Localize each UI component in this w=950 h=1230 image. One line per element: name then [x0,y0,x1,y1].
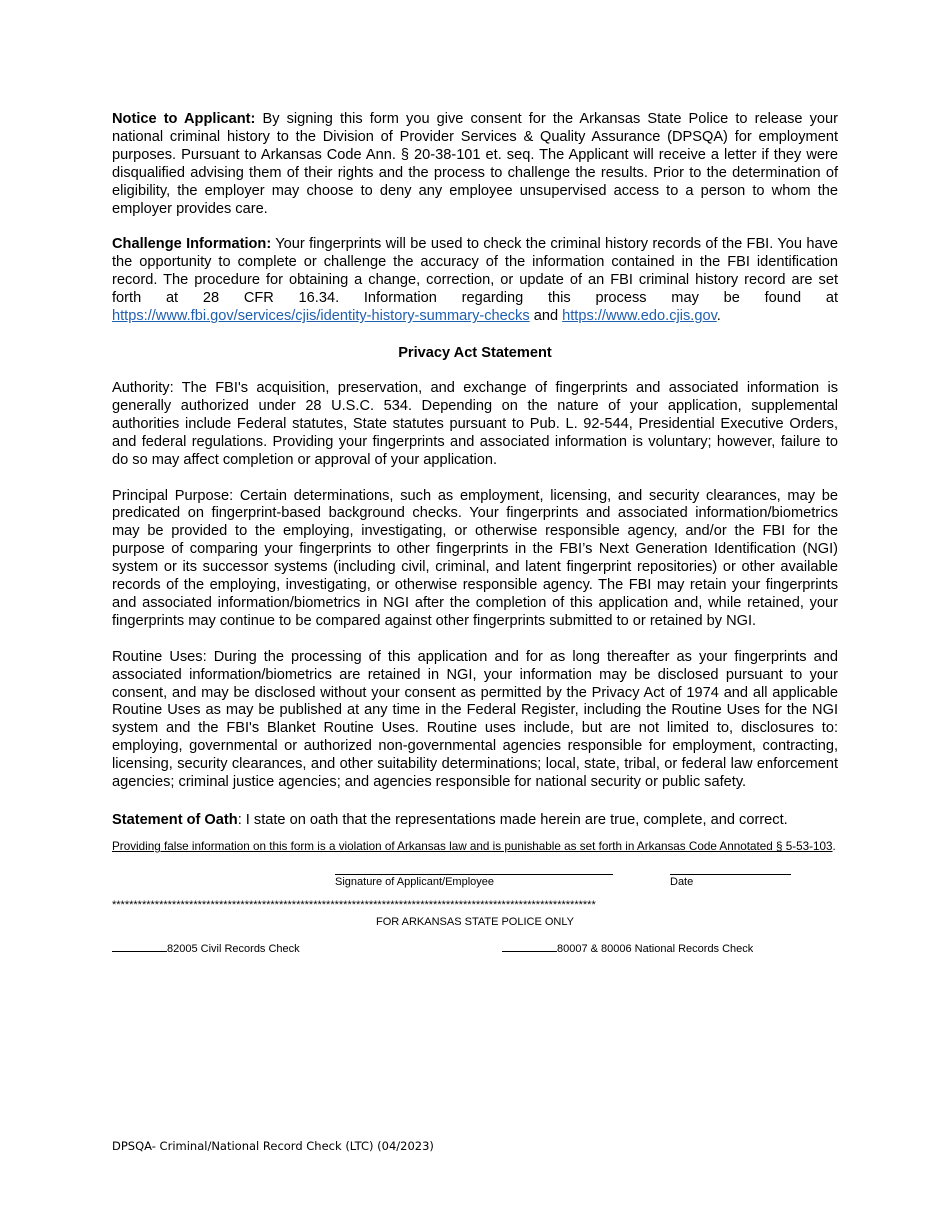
false-info-text: Providing false information on this form is a violation of Arkansas law and is punishable as set forth in Arkansas Code Annotated § 5-53-103 [112,840,833,853]
form-body [112,111,838,961]
police-only-heading: FOR ARKANSAS STATE POLICE ONLY [375,916,575,928]
privacy-act-title: Privacy Act Statement [398,344,552,361]
notice-paragraph [112,111,838,218]
signature-row [112,854,838,894]
oath-paragraph [112,811,838,829]
challenge-end: . [716,308,721,325]
edo-cjis-link[interactable]: https://www.edo.cjis.gov [562,308,717,325]
notice-text: By signing this form you give consent for the Arkansas State Police to release your national criminal history to the Division of Provider Services & Quality Assurance (DPSQA) for employment purposes. Pursuant to Arkansas Code Ann. § 20-38-101 et. seq. The Applicant will receive a letter if they were disqualified advising them of their rights and the process to challenge the results. Prior to the determination of eligibility, the employer may choose to deny any employee unsupervised access to a person to whom the employer provides care. [112,111,838,217]
civil-check-blank[interactable] [112,941,167,952]
oath-label: Statement of Oath [112,812,238,828]
authority-paragraph: Authority: The FBI's acquisition, preservation, and exchange of fingerprints and associated information is generally authorized under 28 U.S.C. 534. Depending on the nature of your application, supplemental authorities include Federal statutes, State statutes pursuant to Pub. L. 92-544, Presidential Executive Orders, and federal regulations. Providing your fingerprints and associated information is voluntary; however, failure to do so may affect completion or approval of your application. [112,379,838,468]
challenge-and: and [529,308,563,325]
oath-text: : I state on oath that the representations made herein are true, complete, and correct. [237,812,788,828]
principal-purpose-paragraph: Principal Purpose: Certain determinations, such as employment, licensing, and security clearances, may be predicated on fingerprint-based background checks. Your fingerprints and associated information/biometrics may be provided to the employing, investigating, or otherwise responsible agency, and/or the FBI for the purpose of comparing your fingerprints to other fingerprints in the FBI’s Next Generation Identification (NGI) system or its successor systems (including civil, criminal, and latent fingerprint repositories) or other available records of the employing, investigating, or otherwise responsible agency. The FBI may retain your fingerprints and associated information/biometrics in NGI after the completion of this application and, while retained, your fingerprints may continue to be compared against other fingerprints submitted to or retained by NGI. [112,487,838,629]
challenge-paragraph [112,236,838,326]
signature-line[interactable] [335,874,613,875]
notice-label: Notice to Applicant: [112,111,256,127]
records-check-row [112,941,838,961]
challenge-label: Challenge Information: [112,236,272,253]
national-records-check [502,941,753,956]
separator-stars: ***************************************************************************************************************** [112,899,596,911]
civil-records-check [112,941,300,956]
signature-label: Signature of Applicant/Employee [335,876,494,888]
national-check-label: 80007 & 80006 National Records Check [557,943,754,955]
date-line[interactable] [670,874,791,875]
national-check-blank[interactable] [502,941,557,952]
form-footer: DPSQA- Criminal/National Record Check (LTC) (04/2023) [112,1139,434,1153]
civil-check-label: 82005 Civil Records Check [167,943,300,955]
routine-uses-paragraph: Routine Uses: During the processing of this application and for as long thereafter as your fingerprints and associated information/biometrics are retained in NGI, your information may be disclosed pursuant to your consent, and may be disclosed without your consent as permitted by the Privacy Act of 1974 and all applicable Routine Uses as may be published at any time in the Federal Register, including the Routine Uses for the NGI system and the FBI's Blanket Routine Uses. Routine uses include, but are not limited to, disclosures to: employing, governmental or authorized non-governmental agencies responsible for employment, contracting, licensing, security clearances, and other suitability determinations; local, state, tribal, or federal law enforcement agencies; criminal justice agencies; and agencies responsible for national security or public safety. [112,648,838,791]
false-info-notice [112,840,838,854]
fbi-identity-link[interactable]: https://www.fbi.gov/services/cjis/identity-history-summary-checks [112,308,530,325]
false-info-end: . [832,840,836,853]
challenge-text: Your fingerprints will be used to check the criminal history records of the FBI. You have the opportunity to complete or challenge the accuracy of the information contained in the FBI identification record. The procedure for obtaining a change, correction, or update of an FBI criminal history record are set forth at 28 CFR 16.34. Information regarding this process may be found at [112,236,838,307]
date-label: Date [670,876,694,888]
